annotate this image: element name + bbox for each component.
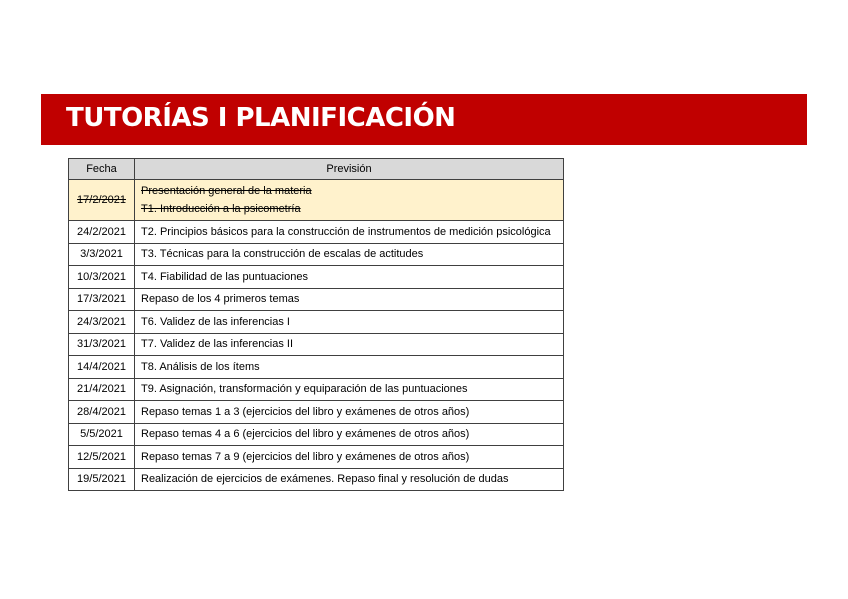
table-row	[69, 288, 564, 311]
table-row	[69, 356, 564, 379]
date-cell: 21/4/2021	[69, 378, 135, 401]
table-row	[69, 243, 564, 266]
plan-cell	[135, 401, 564, 424]
table-body	[69, 180, 564, 491]
table-row	[69, 221, 564, 244]
schedule-table	[68, 158, 564, 491]
plan-cell	[135, 311, 564, 334]
plan-text: T3. Técnicas para la construcción de escalas de actitudes	[141, 248, 424, 261]
date-cell: 14/4/2021	[69, 356, 135, 379]
plan-text: Repaso temas 4 a 6 (ejercicios del libro y exámenes de otros años)	[141, 428, 470, 441]
plan-text: Repaso temas 1 a 3 (ejercicios del libro y exámenes de otros años)	[141, 405, 470, 418]
column-header-date: Fecha	[69, 159, 135, 180]
plan-text: T2. Principios básicos para la construcción de instrumentos de medición psicológica	[141, 225, 551, 238]
plan-text: T6. Validez de las inferencias I	[141, 315, 290, 328]
plan-text: Realización de ejercicios de exámenes. Repaso final y resolución de dudas	[141, 473, 509, 486]
plan-cell	[135, 333, 564, 356]
plan-cell	[135, 423, 564, 446]
plan-cell	[135, 468, 564, 491]
table-row	[69, 401, 564, 424]
plan-text: T8. Análisis de los ítems	[141, 360, 260, 373]
table-row	[69, 423, 564, 446]
table-row	[69, 180, 564, 221]
plan-text: T7. Validez de las inferencias II	[141, 338, 294, 351]
plan-cell	[135, 356, 564, 379]
date-cell: 17/2/2021	[69, 180, 135, 221]
date-cell: 10/3/2021	[69, 266, 135, 289]
table-row	[69, 378, 564, 401]
plan-cell	[135, 288, 564, 311]
plan-text: Repaso temas 7 a 9 (ejercicios del libro y exámenes de otros años)	[141, 450, 470, 463]
date-cell: 19/5/2021	[69, 468, 135, 491]
title-banner	[41, 94, 807, 145]
plan-cell	[135, 266, 564, 289]
plan-text: T9. Asignación, transformación y equiparación de las puntuaciones	[141, 383, 468, 396]
table-header-row	[69, 159, 564, 180]
date-cell: 5/5/2021	[69, 423, 135, 446]
table-row	[69, 446, 564, 469]
table-row	[69, 266, 564, 289]
plan-text: Repaso de los 4 primeros temas	[141, 293, 300, 306]
date-cell: 31/3/2021	[69, 333, 135, 356]
table-row	[69, 333, 564, 356]
page-title: TUTORÍAS I PLANIFICACIÓN	[66, 103, 456, 133]
date-cell: 24/2/2021	[69, 221, 135, 244]
plan-text: T1. Introducción a la psicometría	[141, 203, 301, 215]
column-header-plan: Previsión	[135, 159, 564, 180]
table-row	[69, 468, 564, 491]
date-cell: 17/3/2021	[69, 288, 135, 311]
date-cell: 3/3/2021	[69, 243, 135, 266]
table-row	[69, 311, 564, 334]
date-cell: 12/5/2021	[69, 446, 135, 469]
date-cell: 28/4/2021	[69, 401, 135, 424]
plan-cell	[135, 243, 564, 266]
date-cell: 24/3/2021	[69, 311, 135, 334]
plan-text: T4. Fiabilidad de las puntuaciones	[141, 270, 308, 283]
plan-cell	[135, 221, 564, 244]
plan-cell	[135, 446, 564, 469]
plan-cell	[135, 378, 564, 401]
plan-cell	[135, 180, 564, 221]
plan-text: Presentación general de la materia	[141, 185, 312, 197]
